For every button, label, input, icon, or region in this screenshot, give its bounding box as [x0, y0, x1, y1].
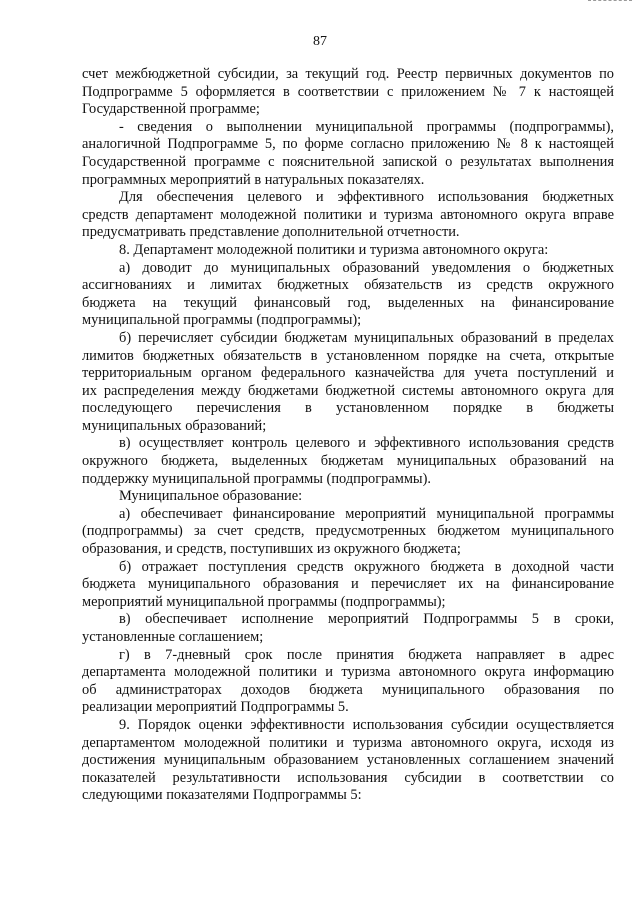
text-line: образования, и средств, поступивших из окружного бюджета; — [82, 541, 461, 558]
text-line: территориальным органом федерального казначейства для учета поступлений и — [82, 365, 614, 382]
text-line: предусматривать представление дополнительной отчетности. — [82, 224, 460, 241]
document-body — [82, 66, 614, 805]
text-line: Государственной программе; — [82, 101, 260, 118]
text-line: последующего перечисления в установленном порядке в бюджеты — [82, 400, 614, 417]
text-line: 9. Порядок оценки эффективности использования субсидии осуществляется — [119, 716, 614, 733]
text-line: ассигнованиях и лимитах бюджетных обязательств из средств окружного — [82, 277, 614, 294]
text-line: департамента молодежной политики и туризма автономного округа информацию — [82, 664, 614, 681]
text-line: в) обеспечивает исполнение мероприятий Подпрограммы 5 в сроки, — [119, 611, 614, 628]
paragraph — [82, 189, 614, 242]
text-line: бюджета муниципального образования и перечисляет их на финансирование — [82, 576, 614, 593]
text-line: программных мероприятий в натуральных показателях. — [82, 171, 425, 188]
page-number: 87 — [313, 34, 327, 49]
text-line: а) доводит до муниципальных образований уведомления о бюджетных — [119, 259, 614, 276]
text-line: окружного бюджета, выделенных бюджетам муниципальных образований на — [82, 453, 614, 470]
text-line: счет межбюджетной субсидии, за текущий год. Реестр первичных документов по — [82, 66, 614, 82]
paragraph — [82, 260, 614, 330]
text-line: бюджета на текущий финансовый год, выделенных на финансирование — [82, 294, 614, 311]
text-line: мероприятий муниципальной программы (подпрограммы); — [82, 593, 446, 610]
text-line: установленные соглашением; — [82, 629, 264, 645]
text-line: (подпрограммы) за счет средств, предусмотренных бюджетом муниципального — [82, 523, 614, 540]
text-line: аналогичной Подпрограмме 5, по форме согласно приложению № 8 к настоящей — [82, 136, 614, 153]
text-line: г) в 7-дневный срок после принятия бюджета направляет в адрес — [119, 646, 614, 663]
paragraph — [82, 611, 614, 646]
text-line: муниципальной программы (подпрограммы); — [82, 312, 362, 329]
text-line: следующими показателями Подпрограммы 5: — [82, 787, 362, 804]
paragraph — [82, 242, 614, 260]
text-line: средств департамент молодежной политики и туризма автономного округа вправе — [82, 206, 614, 223]
text-line: б) отражает поступления средств окружного бюджета в доходной части — [119, 558, 614, 575]
scan-edge-mark — [588, 0, 632, 4]
text-line: Государственной программе с пояснительной запиской о результатах выполнения — [82, 153, 614, 170]
text-line: 8. Департамент молодежной политики и туризма автономного округа: — [119, 241, 549, 258]
text-line: б) перечисляет субсидии бюджетам муниципальных образований в пределах — [119, 329, 614, 346]
text-line: достижения муниципальным образованием установленных соглашением значений — [82, 752, 614, 769]
text-line: Муниципальное образование: — [119, 488, 303, 505]
paragraph — [82, 488, 614, 506]
text-line: показателей результативности использования субсидии в соответствии со — [82, 769, 614, 786]
text-line: их распределения между бюджетами бюджетной системы автономного округа для — [82, 382, 614, 399]
paragraph — [82, 119, 614, 189]
paragraph — [82, 717, 614, 805]
text-line: Для обеспечения целевого и эффективного использования бюджетных — [119, 189, 614, 206]
text-line: - сведения о выполнении муниципальной программы (подпрограммы), — [119, 118, 614, 135]
text-line: реализации мероприятий Подпрограммы 5. — [82, 699, 349, 716]
paragraph — [82, 647, 614, 717]
text-line: поддержку муниципальной программы (подпрограммы). — [82, 470, 431, 487]
paragraph — [82, 330, 614, 436]
text-line: департаментом молодежной политики и туризма автономного округа, исходя из — [82, 734, 614, 751]
text-line: лимитов бюджетных обязательств в установленном порядке на счета, открытые — [82, 347, 614, 364]
paragraph — [82, 506, 614, 559]
paragraph — [82, 66, 614, 119]
paragraph — [82, 435, 614, 488]
text-line: об администраторах доходов бюджета муниципального образования по — [82, 681, 614, 698]
text-line: Подпрограмме 5 оформляется в соответствии с приложением № 7 к настоящей — [82, 83, 614, 100]
text-line: в) осуществляет контроль целевого и эффективного использования средств — [119, 435, 614, 452]
text-line: а) обеспечивает финансирование мероприятий муниципальной программы — [119, 505, 614, 522]
text-line: муниципальных образований; — [82, 417, 267, 434]
paragraph — [82, 559, 614, 612]
